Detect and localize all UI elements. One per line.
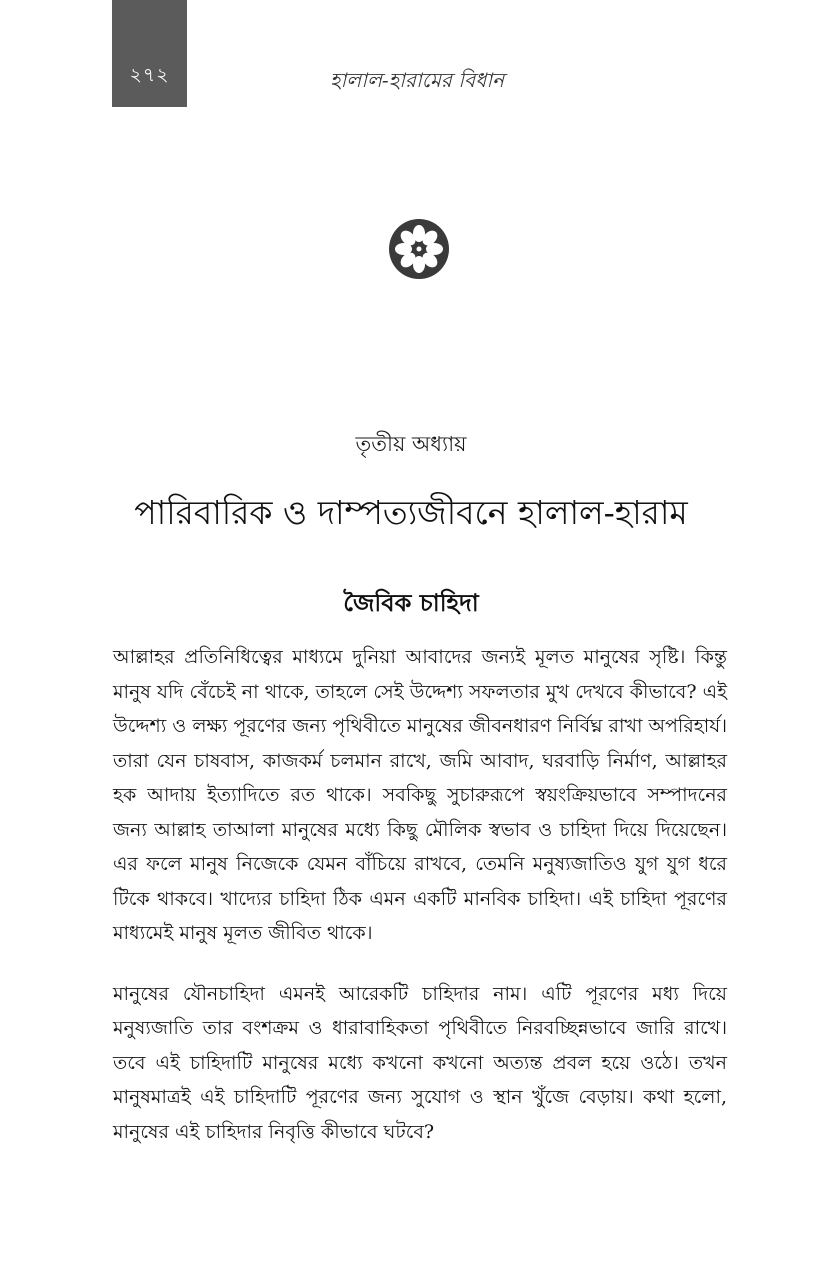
section-heading: জৈবিক চাহিদা [343,588,479,617]
paragraph: মানুষের যৌনচাহিদা এমনই আরেকটি চাহিদার নাম। এটি পূরণের মধ্য দিয়ে মনুষ্যজাতি তার বংশক্রম ও ধারাবাহিকতা পৃথিবীতে নিরবচ্ছিন্নভাবে জারি রাখে। তবে এই চাহিদাটি মানুষের মধ্যে কখনো কখনো অত্যন্ত প্রবল হয়ে ওঠে। তখন মানুষমাত্রই এই চাহিদাটি পূরণের জন্য সুযোগ ও স্থান খুঁজে বেড়ায়। কথা হলো, মানুষের এই চাহিদার নিবৃত্তি কীভাবে ঘটবে? [113,982,727,1143]
chapter-label: তৃতীয় অধ্যায় [355,432,467,456]
chapter-title: পারিবারিক ও দাম্পত্যজীবনে হালাল-হারাম [134,493,688,532]
body-text [113,640,727,1175]
running-head: হালাল-হারামের বিধান [330,68,505,92]
flower-ornament-icon [388,218,450,280]
page-number-tab [112,0,187,107]
page-number: ২৭২ [129,64,170,86]
paragraph: আল্লাহর প্রতিনিধিত্বের মাধ্যমে দুনিয়া আবাদের জন্যই মূলত মানুষের সৃষ্টি। কিন্তু মানুষ যদি বেঁচেই না থাকে, তাহলে সেই উদ্দেশ্য সফলতার মুখ দেখবে কীভাবে? এই উদ্দেশ্য ও লক্ষ্য পূরণের জন্য পৃথিবীতে মানুষের জীবনধারণ নির্বিঘ্ন রাখা অপরিহার্য। তারা যেন চাষবাস, কাজকর্ম চলমান রাখে, জমি আবাদ, ঘরবাড়ি নির্মাণ, আল্লাহর হক আদায় ইত্যাদিতে রত থাকে। সবকিছু সুচারুরূপে স্বয়ংক্রিয়ভাবে সম্পাদনের জন্য আল্লাহ তাআলা মানুষের মধ্যে কিছু মৌলিক স্বভাব ও চাহিদা দিয়ে দিয়েছেন। এর ফলে মানুষ নিজেকে যেমন বাঁচিয়ে রাখবে, তেমনি মনুষ্যজাতিও যুগ যুগ ধরে টিকে থাকবে। খাদ্যের চাহিদা ঠিক এমন একটি মানবিক চাহিদা। এই চাহিদা পূরণের মাধ্যমেই মানুষ মূলত জীবিত থাকে। [113,646,727,944]
